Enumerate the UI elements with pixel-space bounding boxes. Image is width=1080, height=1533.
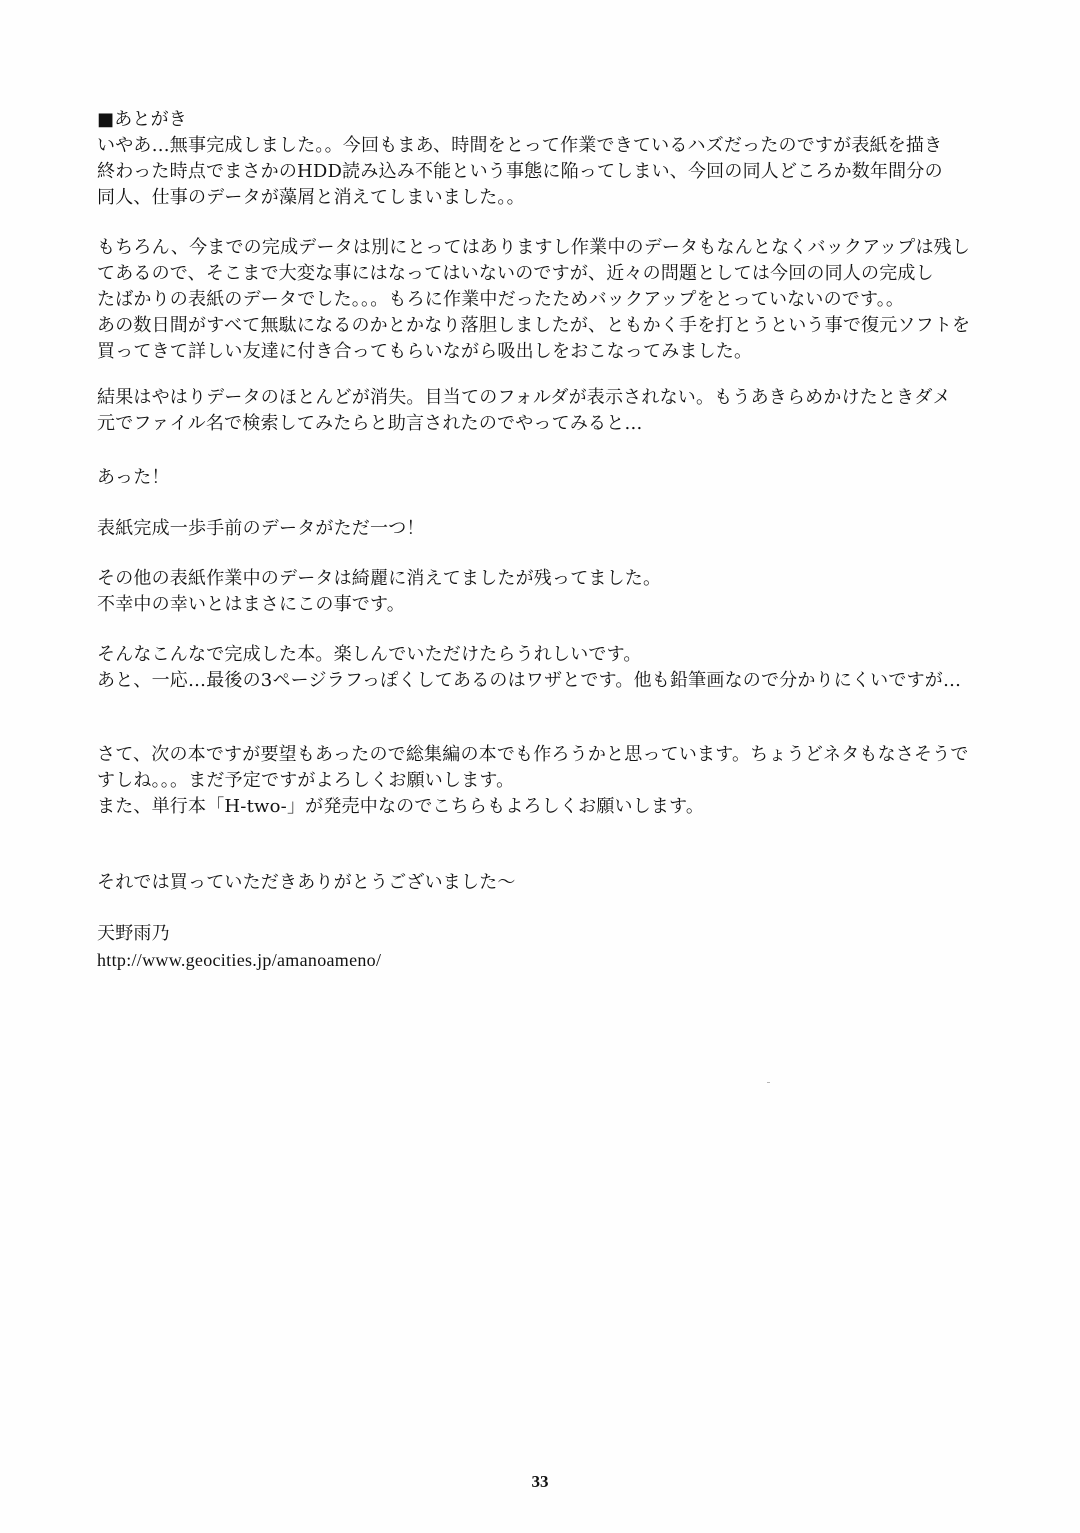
paragraph-line: 不幸中の幸いとはまさにこの事です。 [97, 594, 405, 615]
paragraph-line: 元でファイル名で検索してみたらと助言されたのでやってみると… [97, 413, 643, 434]
afterword-heading-block [97, 107, 1017, 133]
paragraph-line: 表紙完成一歩手前のデータがただ一つ！ [97, 518, 425, 539]
paragraph-line: 買ってきて詳しい友達に付き合ってもらいながら吸出しをおこなってみました。 [97, 341, 753, 362]
paragraph-2 [97, 235, 1017, 365]
paragraph-line: てあるので、そこまで大変な事にはなってはいないのですが、近々の問題としては今回の同人の完成し [97, 263, 934, 284]
paragraph-line: 終わった時点でまさかのHDD読み込み不能という事態に陥ってしまい、今回の同人どころか数年間分の [97, 161, 943, 182]
paragraph-line: たばかりの表紙のデータでした。。。もろに作業中だったためバックアップをとっていないのです。。 [97, 289, 905, 310]
paragraph-line: あと、一応…最後の3ページラフっぽくしてあるのはワザとです。他も鉛筆画なので分かりにくいですが… [97, 670, 962, 691]
paragraph-line: そんなこんなで完成した本。楽しんでいただけたらうれしいです。 [97, 644, 642, 665]
paragraph-7 [97, 642, 1017, 694]
scan-speck [767, 1082, 770, 1083]
paragraph-line: 結果はやはりデータのほとんどが消失。目当てのフォルダが表示されない。もうあきらめかけたときダメ [97, 387, 951, 408]
author-name: 天野雨乃 [97, 923, 170, 944]
paragraph-line: いやあ…無事完成しました。。今回もまあ、時間をとって作業できているハズだったのですが表紙を描き [97, 135, 943, 156]
paragraph-line: その他の表紙作業中のデータは綺麗に消えてましたが残ってました。 [97, 568, 662, 589]
paragraph-3 [97, 385, 1017, 437]
paragraph-line: また、単行本「H-two-」が発売中なのでこちらもよろしくお願いします。 [97, 796, 705, 817]
paragraph-line: あの数日間がすべて無駄になるのかとかなり落胆しましたが、ともかく手を打とうという事で復元ソフトを [97, 315, 971, 336]
paragraph-line: もちろん、今までの完成データは別にとってはありますし作業中のデータもなんとなくバックアップは残し [97, 237, 971, 258]
paragraph-6 [97, 566, 1017, 618]
paragraph-8 [97, 742, 1017, 820]
page-number: 33 [531, 1472, 549, 1491]
signature-block [97, 921, 1017, 973]
paragraph-line: それでは買っていただきありがとうございました～ [97, 872, 516, 893]
paragraph-1 [97, 133, 1017, 211]
paragraph-line: あった！ [97, 467, 170, 488]
paragraph-9 [97, 870, 1017, 896]
author-url: http://www.geocities.jp/amanoameno/ [97, 950, 382, 970]
afterword-heading: ■あとがき [97, 109, 188, 130]
paragraph-line: 同人、仕事のデータが藻屑と消えてしまいました。。 [97, 187, 525, 208]
paragraph-line: さて、次の本ですが要望もあったので総集編の本でも作ろうかと思っています。ちょうどネタもなさそうで [97, 744, 969, 765]
paragraph-5 [97, 516, 1017, 542]
paragraph-line: すしね。。。まだ予定ですがよろしくお願いします。 [97, 770, 515, 791]
paragraph-4 [97, 465, 1017, 491]
